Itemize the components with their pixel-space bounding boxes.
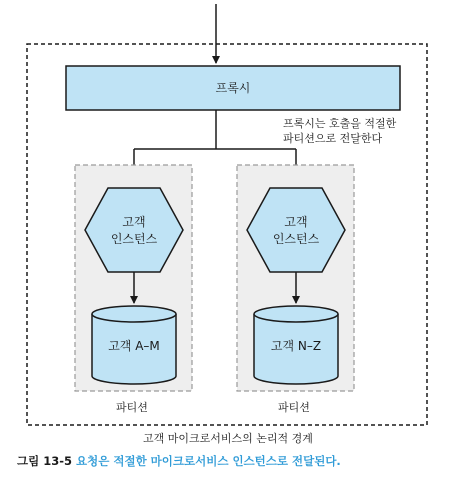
proxy-label: 프록시 [215,81,251,95]
annotation-line-1: 프록시는 호출을 적절한 [283,117,397,130]
partition-left [75,165,192,414]
figure-caption-text: 요청은 적절한 마이크로서비스 인스턴스로 전달된다. [76,454,341,468]
instance-right-line-1: 고객 [284,215,308,229]
instance-left-line-2: 인스턴스 [110,232,158,246]
annotation-line-2: 파티션으로 전달한다 [283,132,383,145]
figure-caption [17,453,341,469]
instance-left-line-1: 고객 [122,215,146,229]
figure-number: 그림 13-5 [17,454,72,468]
partition-right-label: 파티션 [278,401,310,414]
boundary-label: 고객 마이크로서비스의 논리적 경계 [143,432,313,445]
proxy-node [66,66,400,110]
partition-left-label: 파티션 [116,401,148,414]
partition-right [237,165,354,414]
database-right-label: 고객 N–Z [270,339,322,353]
instance-right-line-2: 인스턴스 [272,232,320,246]
database-left-label: 고객 A–M [108,339,160,353]
